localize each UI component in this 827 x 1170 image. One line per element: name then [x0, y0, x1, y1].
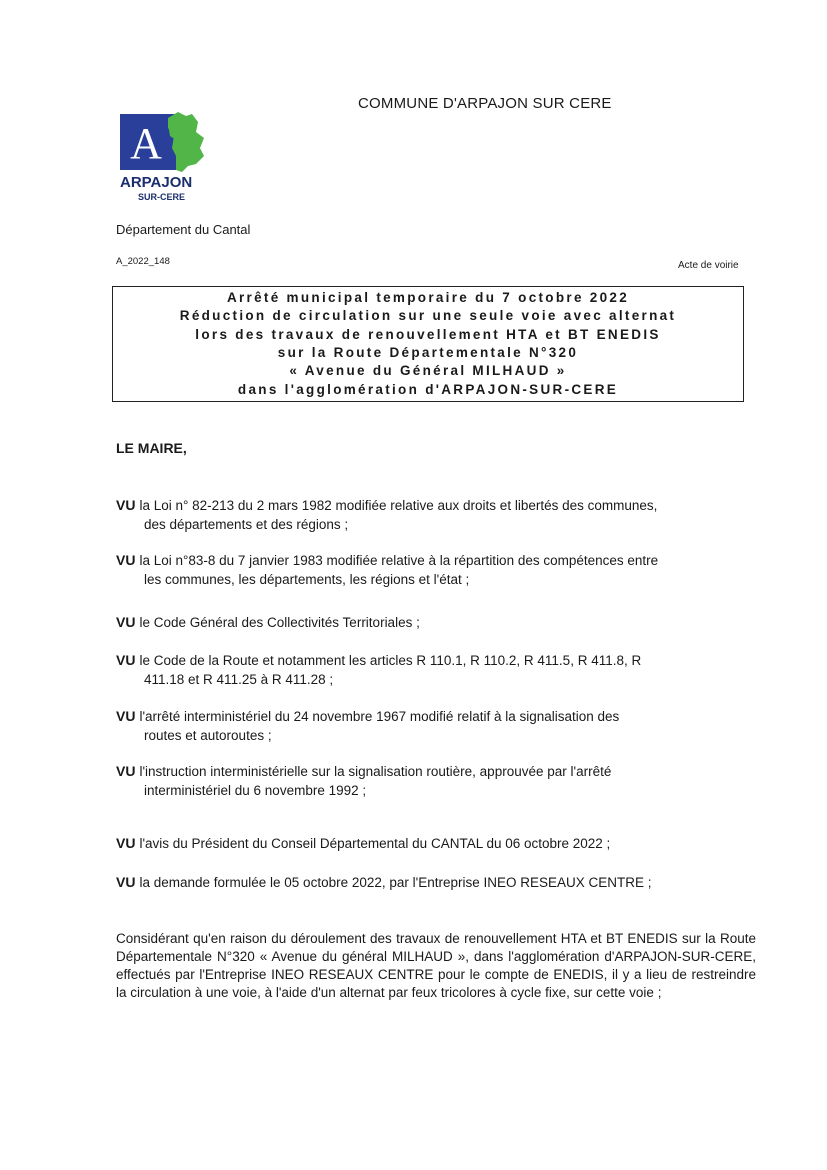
title-line: sur la Route Départementale N°320 [277, 345, 579, 360]
logo-subname: SUR-CERE [138, 192, 186, 202]
considerant-paragraph: Considérant qu'en raison du déroulement des travaux de renouvellement HTA et BT ENEDIS sur la Route Départementale N°320 « Avenue du général MILHAUD », dans l'agglomération d'ARPAJON-SUR-CERE, effectués par l'Entreprise INEO RESEAUX CENTRE pour le compte de ENEDIS, il y a lieu de restreindre la circulation à une voie, à l'aide d'un alternat par feux tricolores à cycle fixe, sur cette voie ; [116, 931, 756, 1000]
commune-name: COMMUNE D'ARPAJON SUR CERE [358, 95, 612, 112]
vu-item [116, 613, 756, 632]
title-line: Arrêté municipal temporaire du 7 octobre 2022 [226, 290, 630, 306]
vu-item [116, 834, 756, 853]
department: Département du Cantal [116, 222, 251, 237]
vu-text: le Code de la Route et notamment les articles R 110.1, R 110.2, R 411.5, R 411.8, R [139, 653, 642, 668]
svg-text:A: A [130, 119, 162, 168]
vu-text: le Code Général des Collectivités Territoriales ; [139, 615, 420, 630]
logo-emblem-icon [120, 112, 208, 218]
vu-text: la demande formulée le 05 octobre 2022, par l'Entreprise INEO RESEAUX CENTRE ; [139, 875, 652, 890]
vu-text: l'arrêté interministériel du 24 novembre 1967 modifié relatif à la signalisation des [139, 709, 620, 724]
vu-text-continued: les communes, les départements, les régions et l'état ; [144, 572, 470, 587]
vu-keyword: VU [116, 552, 136, 568]
act-type: Acte de voirie [678, 260, 739, 271]
reference-number: A_2022_148 [116, 256, 170, 267]
title-line: Réduction de circulation sur une seule voie avec alternat [179, 308, 677, 324]
vu-item [116, 707, 756, 745]
vu-text-continued: routes et autoroutes ; [144, 728, 272, 743]
vu-text: la Loi n°83-8 du 7 janvier 1983 modifiée relative à la répartition des compétences entre [139, 553, 659, 568]
vu-text-continued: interministériel du 6 novembre 1992 ; [144, 783, 367, 798]
logo-name: ARPAJON [120, 174, 193, 191]
title-line: « Avenue du Général MILHAUD » [289, 363, 567, 379]
title-box [112, 286, 744, 402]
vu-text-continued: des départements et des régions ; [144, 517, 349, 532]
vu-keyword: VU [116, 763, 136, 779]
vu-item [116, 651, 756, 689]
vu-item [116, 762, 756, 800]
vu-item [116, 496, 756, 534]
le-maire-heading: LE MAIRE, [116, 440, 187, 456]
vu-keyword: VU [116, 708, 136, 724]
vu-keyword: VU [116, 652, 136, 668]
arpajon-logo [120, 112, 208, 218]
title-line: lors des travaux de renouvellement HTA et BT ENEDIS [195, 326, 661, 342]
vu-item [116, 551, 756, 589]
vu-text-continued: 411.18 et R 411.25 à R 411.28 ; [144, 672, 334, 687]
vu-keyword: VU [116, 835, 136, 851]
vu-keyword: VU [116, 497, 136, 513]
vu-item [116, 873, 756, 892]
vu-text: l'instruction interministérielle sur la signalisation routière, approuvée par l'arrêté [139, 764, 612, 779]
title-line: dans l'agglomération d'ARPAJON-SUR-CERE [237, 381, 619, 397]
vu-text: l'avis du Président du Conseil Départemental du CANTAL du 06 octobre 2022 ; [139, 836, 611, 851]
vu-keyword: VU [116, 874, 136, 890]
vu-text: la Loi n° 82-213 du 2 mars 1982 modifiée relative aux droits et libertés des communes, [139, 498, 658, 513]
vu-keyword: VU [116, 614, 136, 630]
